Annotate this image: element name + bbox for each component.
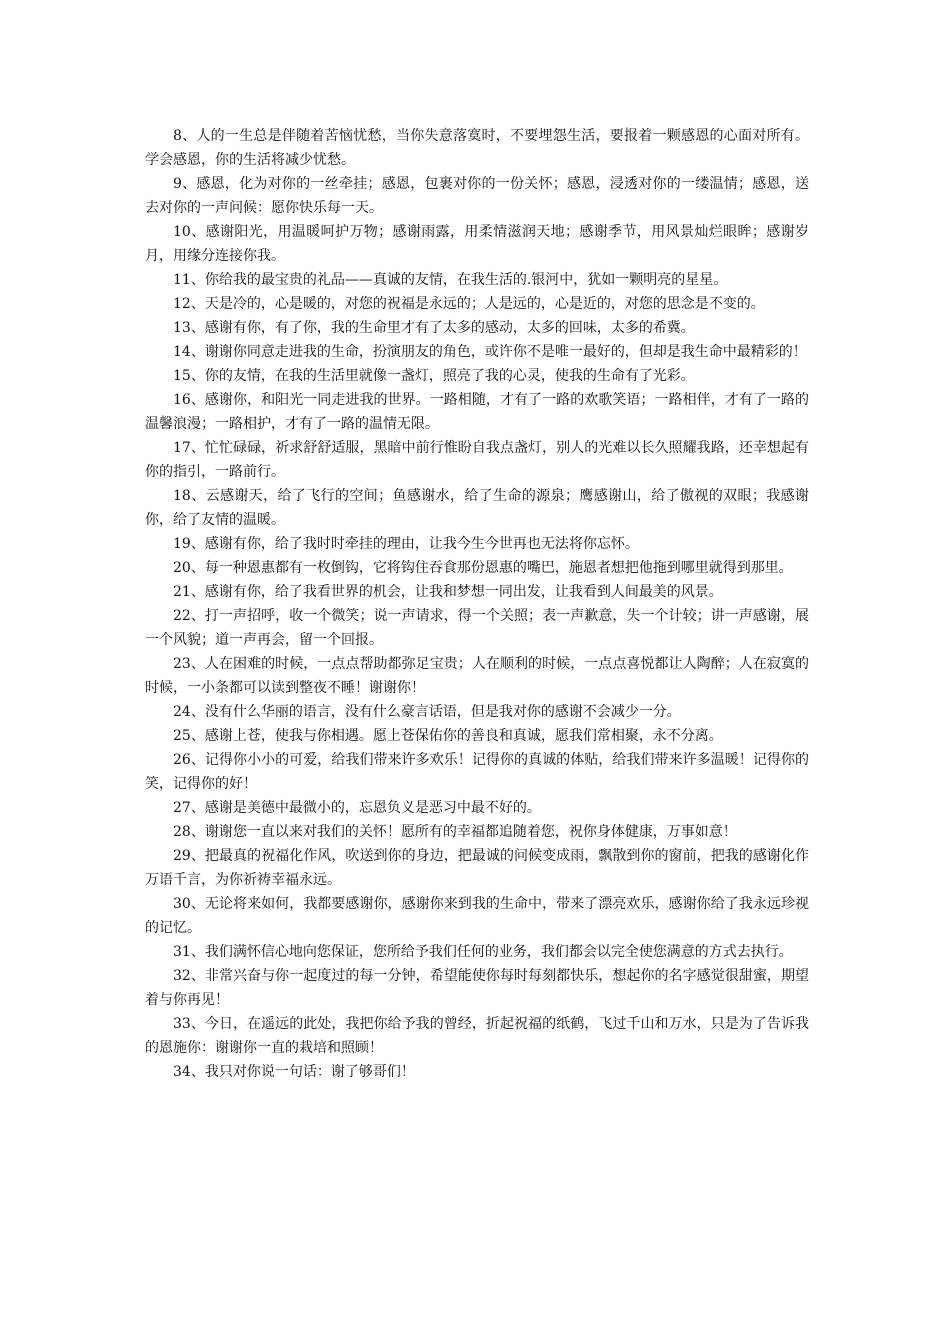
paragraph-24: 24、没有什么华丽的语言，没有什么豪言话语，但是我对你的感谢不会减少一分。 xyxy=(173,704,681,720)
paragraph-21: 21、感谢有你，给了我看世界的机会，让我和梦想一同出发，让我看到人间最美的风景。 xyxy=(173,584,723,600)
paragraph-11: 11、你给我的最宝贵的礼品——真诚的友情，在我生活的.银河中，犹如一颗明亮的星星。 xyxy=(173,272,728,288)
paragraph-32: 32、非常兴奋与你一起度过的每一分钟，希望能使你每时每刻都快乐，想起你的名字感觉很甜蜜，期望着与你再见！ xyxy=(145,968,809,1008)
paragraph-20: 20、每一种恩惠都有一枚倒钩，它将钩住吞食那份恩惠的嘴巴，施恩者想把他拖到哪里就得到那里。 xyxy=(173,560,793,576)
paragraph-34: 34、我只对你说一句话：谢了够哥们！ xyxy=(173,1064,415,1080)
document-body xyxy=(145,124,809,1084)
paragraph-22: 22、打一声招呼，收一个微笑；说一声请求，得一个关照；表一声歉意，失一个计较；讲一声感谢，展一个风貌；道一声再会，留一个回报。 xyxy=(145,608,809,648)
paragraph-10: 10、感谢阳光，用温暖呵护万物；感谢雨露，用柔情滋润天地；感谢季节，用风景灿烂眼眸；感谢岁月，用缘分连接你我。 xyxy=(145,224,809,264)
paragraph-31: 31、我们满怀信心地向您保证，您所给予我们任何的业务，我们都会以完全使您满意的方式去执行。 xyxy=(173,944,793,960)
paragraph-29: 29、把最真的祝福化作风，吹送到你的身边，把最诚的问候变成雨，飘散到你的窗前，把我的感谢化作万语千言，为你祈祷幸福永远。 xyxy=(145,848,809,888)
paragraph-9: 9、感恩，化为对你的一丝牵挂；感恩，包裹对你的一份关怀；感恩，浸透对你的一缕温情；感恩，送去对你的一声问候：愿你快乐每一天。 xyxy=(145,176,809,216)
paragraph-23: 23、人在困难的时候，一点点帮助都弥足宝贵；人在顺利的时候，一点点喜悦都让人陶醉；人在寂寞的时候，一小条都可以读到整夜不睡！谢谢你！ xyxy=(145,656,809,696)
paragraph-17: 17、忙忙碌碌，祈求舒舒适服，黑暗中前行惟盼自我点盏灯，别人的光难以长久照耀我路，还幸想起有你的指引，一路前行。 xyxy=(145,440,809,480)
paragraph-15: 15、你的友情，在我的生活里就像一盏灯，照亮了我的心灵，使我的生命有了光彩。 xyxy=(173,368,695,384)
paragraph-12: 12、天是冷的，心是暖的，对您的祝福是永远的；人是远的，心是近的，对您的思念是不变的。 xyxy=(173,296,765,312)
paragraph-27: 27、感谢是美德中最微小的，忘恩负义是恶习中最不好的。 xyxy=(173,800,541,816)
paragraph-26: 26、记得你小小的可爱，给我们带来许多欢乐！记得你的真诚的体贴，给我们带来许多温暖！记得你的笑，记得你的好！ xyxy=(145,752,809,792)
paragraph-30: 30、无论将来如何，我都要感谢你，感谢你来到我的生命中，带来了漂亮欢乐，感谢你给了我永远珍视的记忆。 xyxy=(145,896,809,936)
paragraph-19: 19、感谢有你，给了我时时牵挂的理由，让我今生今世再也无法将你忘怀。 xyxy=(173,536,639,552)
paragraph-8: 8、人的一生总是伴随着苦恼忧愁，当你失意落寞时，不要埋怨生活，要报着一颗感恩的心面对所有。学会感恩，你的生活将减少忧愁。 xyxy=(145,128,809,168)
paragraph-16: 16、感谢你，和阳光一同走进我的世界。一路相随，才有了一路的欢歌笑语；一路相伴，才有了一路的温馨浪漫；一路相护，才有了一路的温情无限。 xyxy=(145,392,809,432)
paragraph-18: 18、云感谢天，给了飞行的空间；鱼感谢水，给了生命的源泉；鹰感谢山，给了傲视的双眼；我感谢你，给了友情的温暖。 xyxy=(145,488,809,528)
paragraph-33: 33、今日，在遥远的此处，我把你给予我的曾经，折起祝福的纸鹤，飞过千山和万水，只是为了告诉我的恩施你：谢谢你一直的栽培和照顾！ xyxy=(145,1016,809,1056)
paragraph-28: 28、谢谢您一直以来对我们的关怀！愿所有的幸福都追随着您，祝你身体健康，万事如意！ xyxy=(173,824,737,840)
paragraph-13: 13、感谢有你，有了你，我的生命里才有了太多的感动，太多的回味，太多的希冀。 xyxy=(173,320,695,336)
paragraph-25: 25、感谢上苍，使我与你相遇。愿上苍保佑你的善良和真诚，愿我们常相聚，永不分离。 xyxy=(173,728,723,744)
paragraph-14: 14、谢谢你同意走进我的生命，扮演朋友的角色，或许你不是唯一最好的，但却是我生命中最精彩的！ xyxy=(173,344,807,360)
